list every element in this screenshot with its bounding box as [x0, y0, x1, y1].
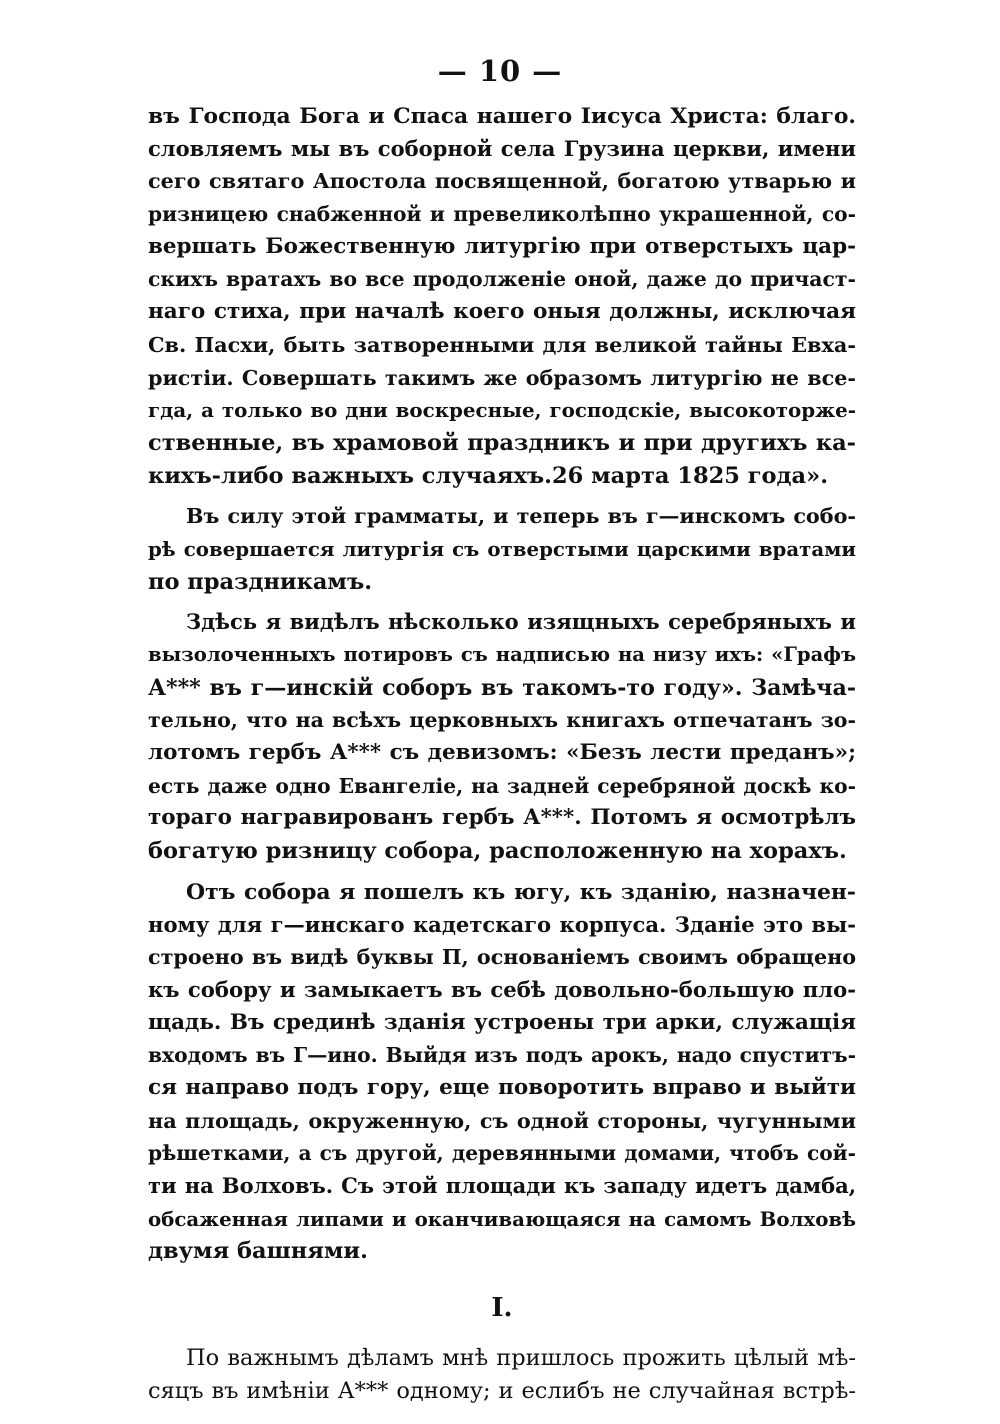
text-line: Здѣсь я видѣлъ нѣсколько изящныхъ серебряныхъ и — [186, 609, 856, 635]
text-line: ся направо подъ гору, еще поворотить вправо и выйти — [148, 1074, 856, 1100]
text-line: ристіи. Совершать такимъ же образомъ литургію не все- — [148, 365, 856, 390]
text-line: гда, а только во дни воскресные, господскіе, высокоторже- — [148, 398, 856, 423]
paragraph-2 — [148, 500, 856, 598]
text-line: въ Господа Бога и Спаса нашего Іисуса Христа: благо. — [148, 103, 856, 129]
page-text — [148, 100, 856, 1407]
text-line: по праздникамъ. — [148, 568, 373, 595]
text-line: вызолоченныхъ потировъ съ надписью на низу ихъ: «Графъ — [148, 643, 856, 666]
text-line: лотомъ гербъ А*** съ девизомъ: «Безъ лести преданъ»; — [148, 740, 856, 766]
text-line: А*** въ г—инскій соборъ въ такомъ-то году». Замѣча- — [148, 674, 856, 701]
text-line: есть даже одно Евангеліе, на задней серебряной доскѣ ко- — [148, 773, 856, 798]
paragraph-1 — [148, 100, 856, 492]
text-line: ному для г—инскаго кадетскаго корпуса. Зданіе это вы- — [148, 911, 856, 937]
text-line: тораго награвированъ гербъ А***. Потомъ я осмотрѣлъ — [148, 805, 856, 831]
text-line: словляемъ мы въ соборной села Грузина церкви, имени — [148, 135, 856, 161]
text-line: тельно, что на всѣхъ церковныхъ книгахъ отпечатанъ зо- — [148, 708, 856, 733]
section-heading: I. — [491, 1293, 513, 1324]
text-line: щадь. Въ срединѣ зданія устроены три арки, служащія — [148, 1009, 856, 1035]
text-line: сего святаго Апостола посвященной, богатою утварью и — [148, 168, 856, 194]
text-line: сяцъ въ имѣніи А*** одному; и еслибъ не случайная встрѣ- — [148, 1377, 856, 1404]
text-line: кихъ-либо важныхъ случаяхъ.26 марта 1825 года». — [148, 462, 829, 489]
text-line: наго стиха, при началѣ коего оныя должны, исключая — [148, 299, 856, 325]
paragraph-5 — [148, 1342, 856, 1407]
text-line: скихъ вратахъ во все продолженіе оной, даже до причаст- — [148, 267, 856, 292]
text-line: на площадь, окруженную, съ одной стороны, чугунными — [148, 1107, 856, 1133]
text-line: обсаженная липами и оканчивающаяся на самомъ Волховѣ — [148, 1206, 856, 1231]
paragraph-4 — [148, 876, 856, 1268]
text-line: ти на Волховъ. Съ этой площади къ западу идетъ дамба, — [148, 1173, 856, 1198]
text-line: ственные, въ храмовой праздникъ и при другихъ ка- — [148, 429, 856, 456]
text-line: входомъ въ Г—ино. Выйдя изъ подъ арокъ, надо спуститъ- — [148, 1043, 856, 1068]
text-line: Св. Пасхи, быть затворенными для великой тайны Евха- — [148, 331, 856, 357]
text-line: Въ силу этой грамматы, и теперь въ г—инскомъ собо- — [186, 504, 856, 529]
text-line: богатую ризницу собора, расположенную на хорахъ. — [148, 838, 847, 865]
text-line: двумя башнями. — [148, 1238, 368, 1265]
page-number: — 10 — — [437, 54, 563, 88]
text-line: рѣ совершается литургія съ отверстыми царскими вратами — [148, 536, 856, 561]
text-line: ризницею снабженной и превеликолѣпно украшенной, со- — [148, 202, 856, 227]
paragraph-3 — [148, 606, 856, 868]
text-line: вершать Божественную литургію при отверстыхъ цар- — [148, 233, 856, 259]
text-line: къ собору и замыкаетъ въ себѣ довольно-большую пло- — [148, 976, 856, 1002]
text-line: рѣшетками, а съ другой, деревянными домами, чтобъ сой- — [148, 1141, 856, 1166]
text-line: Отъ собора я пошелъ къ югу, къ зданію, назначен- — [186, 878, 856, 905]
text-line: По важнымъ дѣламъ мнѣ пришлось прожить цѣлый мѣ- — [186, 1345, 856, 1372]
text-line: строено въ видѣ буквы П, основаніемъ своимъ обращено — [148, 945, 856, 970]
